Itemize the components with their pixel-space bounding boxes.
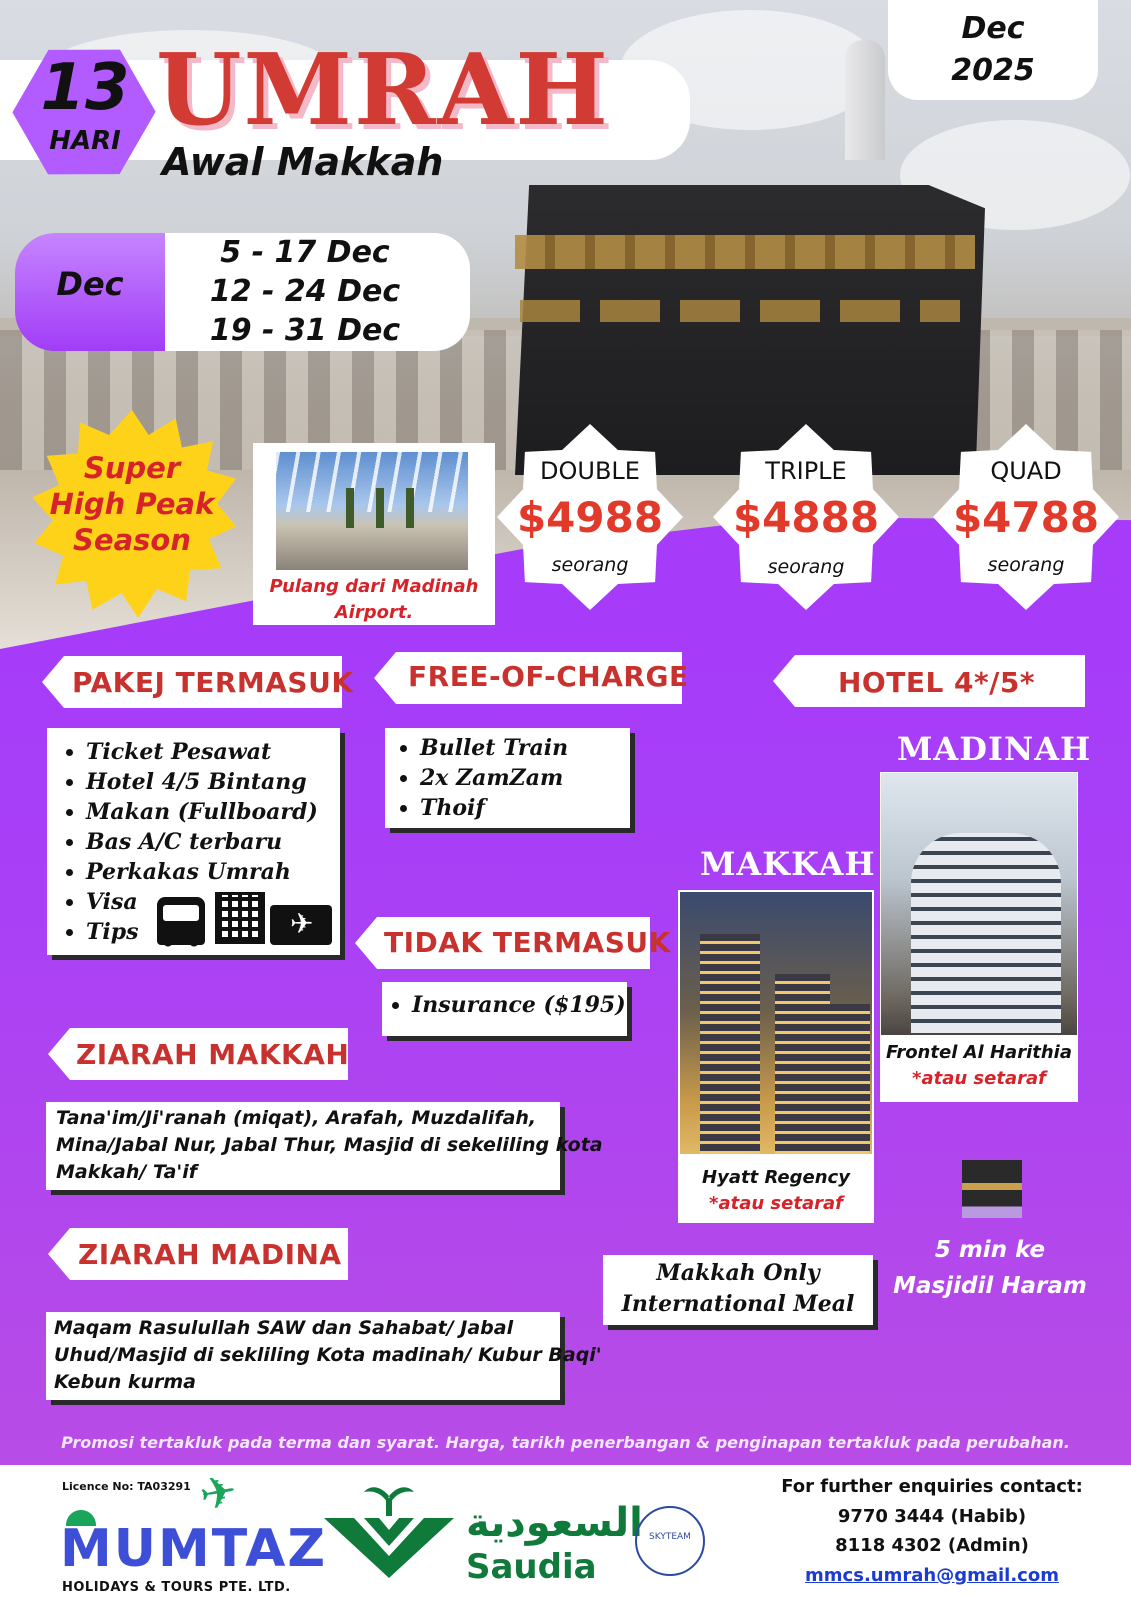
price-unit-double: seorang xyxy=(551,554,629,576)
building-icon xyxy=(215,892,265,944)
contact-heading: For further enquiries contact: xyxy=(781,1476,1083,1497)
list-item: • Insurance ($195) xyxy=(412,990,626,1020)
included-heading: PAKEJ TERMASUK xyxy=(72,666,354,699)
meal-note xyxy=(603,1258,873,1320)
company-subtitle: HOLIDAYS & TOURS PTE. LTD. xyxy=(62,1580,291,1595)
airport-caption xyxy=(253,574,495,626)
days-number: 13 xyxy=(40,51,130,125)
makkah-city-label: MAKKAH xyxy=(700,845,876,883)
saudia-emblem-icon xyxy=(324,1478,454,1588)
hotel-heading: HOTEL 4*/5* xyxy=(838,666,1036,699)
list-item: • Visa xyxy=(86,887,318,917)
page-title: UMRAH xyxy=(156,33,611,148)
free-heading: FREE-OF-CHARGE xyxy=(408,660,689,693)
month-year xyxy=(888,8,1098,92)
contact-email-link[interactable]: mmcs.umrah@gmail.com xyxy=(805,1565,1059,1586)
airport-caption-line-1: Pulang dari Madinah xyxy=(269,576,479,597)
madinah-hotel-name: Frontel Al Harithia xyxy=(886,1042,1072,1063)
meal-line-2: International Meal xyxy=(621,1291,855,1317)
list-item: • 2x ZamZam xyxy=(420,763,568,793)
price-unit-quad: seorang xyxy=(987,554,1065,576)
season-badge-text xyxy=(30,450,234,558)
excluded-heading: TIDAK TERMASUK xyxy=(384,926,671,959)
ziarah-makkah-text xyxy=(56,1105,603,1186)
season-line-3: Season xyxy=(73,523,191,557)
month-label: Dec xyxy=(961,11,1025,46)
list-item: • Ticket Pesawat xyxy=(86,737,318,767)
madinah-airport-photo xyxy=(276,452,468,570)
departure-date-3: 19 - 31 Dec xyxy=(209,313,401,348)
madinah-hotel-photo xyxy=(881,773,1077,1035)
disclaimer: Promosi tertakluk pada terma dan syarat. Harga, tarikh penerbangan & penginapan tertakluk pada perubahan. xyxy=(61,1433,1070,1452)
alliance-name: SKYTEAM xyxy=(649,1532,691,1542)
minaret xyxy=(845,40,885,160)
list-item: • Hotel 4/5 Bintang xyxy=(86,767,318,797)
departure-month-label: Dec xyxy=(56,265,124,303)
price-type-double: DOUBLE xyxy=(540,457,640,485)
ziarah-makkah-line-2: Mina/Jabal Nur, Jabal Thur, Masjid di sekeliling kota xyxy=(56,1134,603,1156)
ziarah-madina-line-2: Uhud/Masjid di sekliling Kota madinah/ Kubur Baqi' xyxy=(54,1344,602,1366)
meal-line-1: Makkah Only xyxy=(656,1260,820,1286)
page-subtitle: Awal Makkah xyxy=(162,140,444,184)
ziarah-madina-heading: ZIARAH MADINA xyxy=(78,1238,342,1271)
ziarah-makkah-line-1: Tana'im/Ji'ranah (miqat), Arafah, Muzdalifah, xyxy=(56,1107,537,1129)
list-item: • Bullet Train xyxy=(420,733,568,763)
proximity-line-2: Masjidil Haram xyxy=(893,1273,1087,1299)
price-type-triple: TRIPLE xyxy=(765,457,847,485)
season-line-1: Super xyxy=(83,451,181,485)
list-item: • Thoif xyxy=(420,793,568,823)
makkah-hotel-note: *atau setaraf xyxy=(709,1193,843,1214)
price-unit-triple: seorang xyxy=(767,556,845,578)
bus-icon xyxy=(157,897,205,945)
list-item: • Makan (Fullboard) xyxy=(86,797,318,827)
madinah-hotel-note: *atau setaraf xyxy=(912,1068,1046,1089)
company-logo-text: MUMTAZ xyxy=(60,1519,328,1579)
ziarah-makkah-line-3: Makkah/ Ta'if xyxy=(56,1161,198,1183)
price-amount-quad: $4788 xyxy=(952,493,1100,542)
days-label: HARI xyxy=(49,126,121,156)
licence-number: Licence No: TA03291 xyxy=(62,1480,191,1493)
makkah-hotel-photo xyxy=(680,892,872,1154)
contact-phone-2[interactable]: 8118 4302 (Admin) xyxy=(835,1535,1029,1556)
price-amount-double: $4988 xyxy=(516,493,664,542)
plane-ticket-icon xyxy=(270,905,332,945)
proximity-line-1: 5 min ke xyxy=(934,1237,1046,1263)
makkah-hotel-name: Hyatt Regency xyxy=(702,1167,850,1188)
airline-name: Saudia xyxy=(466,1547,597,1587)
list-item: • Perkakas Umrah xyxy=(86,857,318,887)
airport-caption-line-2: Airport. xyxy=(334,602,414,623)
plane-icon: ✈ xyxy=(195,1465,242,1522)
kaaba-icon xyxy=(962,1160,1022,1218)
free-list xyxy=(396,733,568,823)
price-amount-triple: $4888 xyxy=(732,493,880,542)
list-item: • Bas A/C terbaru xyxy=(86,827,318,857)
ziarah-madina-line-1: Maqam Rasulullah SAW dan Sahabat/ Jabal xyxy=(54,1317,514,1339)
ziarah-makkah-heading: ZIARAH MAKKAH xyxy=(76,1038,350,1071)
season-line-2: High Peak xyxy=(49,487,215,521)
ziarah-madina-text xyxy=(54,1315,602,1396)
list-item: • Tips xyxy=(86,917,318,947)
ziarah-madina-line-3: Kebun kurma xyxy=(54,1371,196,1393)
excluded-list xyxy=(388,990,626,1020)
contact-phone-1[interactable]: 9770 3444 (Habib) xyxy=(837,1506,1027,1527)
airline-name-arabic: السعودية xyxy=(466,1500,643,1546)
proximity-note xyxy=(880,1232,1100,1304)
skyteam-logo xyxy=(635,1506,705,1576)
price-type-quad: QUAD xyxy=(990,457,1062,485)
year-label: 2025 xyxy=(951,53,1035,88)
departure-date-2: 12 - 24 Dec xyxy=(209,274,401,309)
departure-date-1: 5 - 17 Dec xyxy=(220,235,390,270)
madinah-city-label: MADINAH xyxy=(897,730,1092,768)
